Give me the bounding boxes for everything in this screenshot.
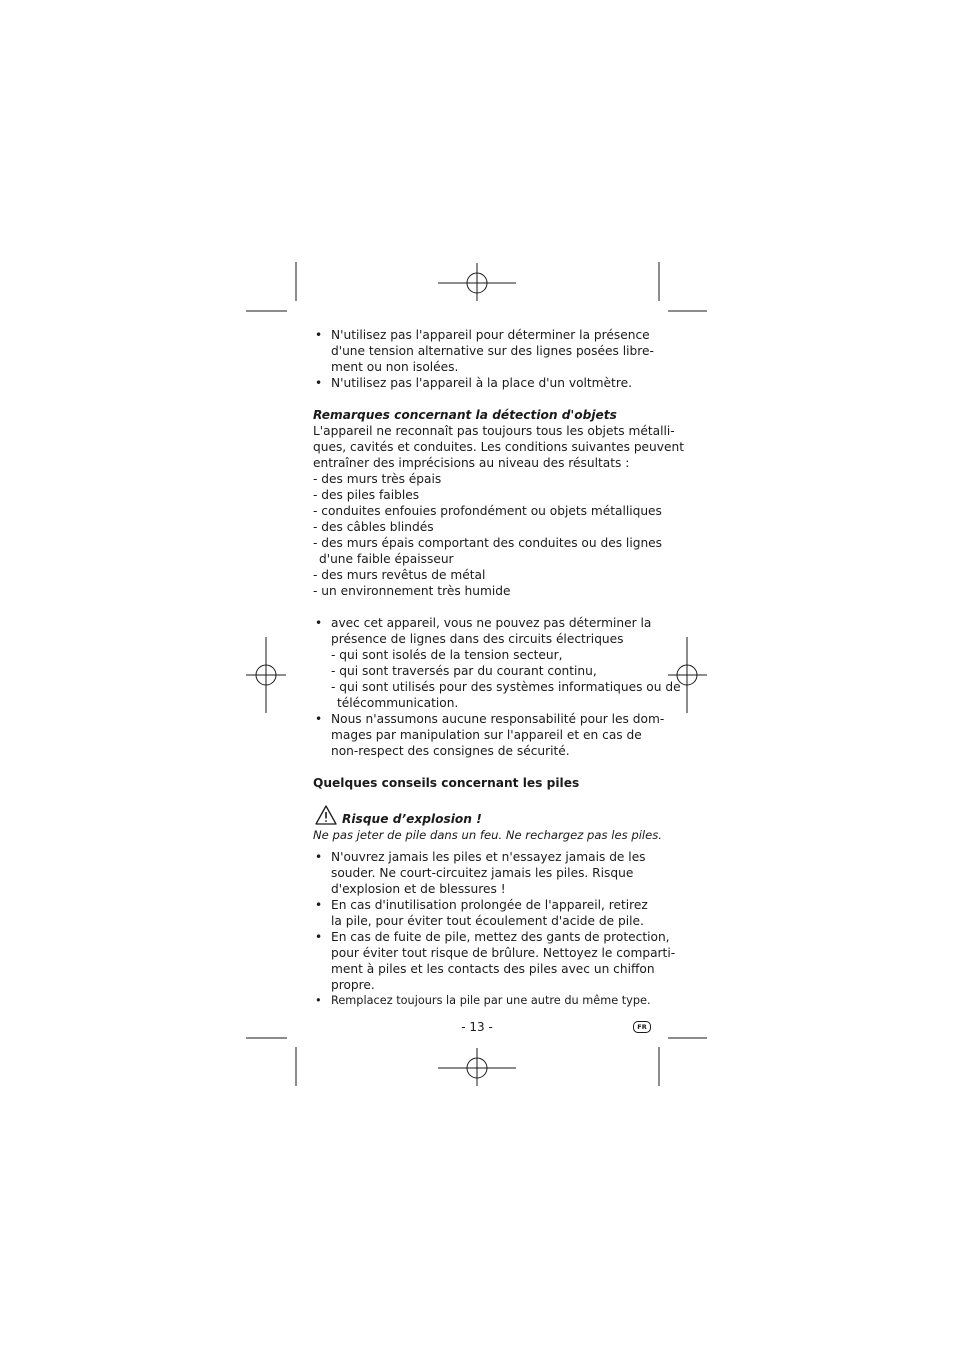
- sub-item: - qui sont utilisés pour des systèmes informatiques ou de: [331, 680, 681, 694]
- warning-title: Risque d’explosion !: [342, 812, 482, 826]
- list-item-line: ment à piles et les contacts des piles avec un chiffon: [331, 962, 655, 976]
- bullet-icon: •: [315, 850, 323, 864]
- list-item: • Remplacez toujours la pile par une autre du même type.: [315, 994, 651, 1007]
- list-item-line: ment ou non isolées.: [331, 360, 459, 374]
- list-item-line: la pile, pour éviter tout écoulement d'acide de pile.: [331, 914, 644, 928]
- paragraph-line: L'appareil ne reconnaît pas toujours tous les objets métalli-: [313, 424, 675, 438]
- list-item-line: d'une faible épaisseur: [319, 552, 454, 566]
- list-item: • avec cet appareil, vous ne pouvez pas déterminer la: [315, 616, 652, 630]
- warning-text: Ne pas jeter de pile dans un feu. Ne rechargez pas les piles.: [313, 828, 662, 842]
- registration-mark-bottom: [438, 1048, 516, 1086]
- section-heading: Quelques conseils concernant les piles: [313, 776, 580, 790]
- list-item: - des murs revêtus de métal: [313, 568, 486, 582]
- bullet-icon: •: [315, 994, 322, 1007]
- registration-mark-left: [246, 637, 286, 713]
- bullet-list-mid: [313, 615, 681, 759]
- section-heading: Remarques concernant la détection d'objets: [313, 408, 617, 422]
- page-content: [313, 327, 684, 1009]
- bullet-icon: •: [315, 376, 323, 390]
- registration-mark-top: [438, 263, 516, 301]
- page-number: - 13 -: [461, 1020, 493, 1034]
- list-item-line: non-respect des consignes de sécurité.: [331, 744, 570, 758]
- remarks-section: [313, 407, 684, 599]
- list-item: • N'utilisez pas l'appareil pour déterminer la présence: [315, 328, 650, 342]
- list-item-line: pour éviter tout risque de brûlure. Nettoyez le comparti-: [331, 946, 676, 960]
- list-item: - des câbles blindés: [313, 520, 434, 534]
- list-item-line: d'explosion et de blessures !: [331, 882, 506, 896]
- sub-item: - qui sont traversés par du courant continu,: [331, 664, 597, 678]
- list-item-line: présence de lignes dans des circuits électriques: [331, 632, 624, 646]
- list-item-line: mages par manipulation sur l'appareil et en cas de: [331, 728, 642, 742]
- list-item: - conduites enfouies profondément ou objets métalliques: [313, 504, 662, 518]
- list-item: - des murs très épais: [313, 472, 442, 486]
- warning-title-row: [313, 805, 645, 827]
- list-item: - des murs épais comportant des conduites ou des lignes: [313, 536, 663, 550]
- list-item: - des piles faibles: [313, 488, 420, 502]
- sub-item-line: télécommunication.: [337, 696, 459, 710]
- batteries-section: [313, 775, 676, 1009]
- bullet-icon: •: [315, 930, 323, 944]
- bullet-icon: •: [315, 712, 323, 726]
- sub-item: - qui sont isolés de la tension secteur,: [331, 648, 563, 662]
- list-item: • Nous n'assumons aucune responsabilité pour les dom-: [315, 712, 665, 726]
- paragraph-line: entraîner des imprécisions au niveau des résultats :: [313, 456, 630, 470]
- bullet-icon: •: [315, 898, 323, 912]
- bullet-list-top: [313, 327, 654, 391]
- list-item: • En cas de fuite de pile, mettez des gants de protection,: [315, 930, 670, 944]
- language-badge: FR: [633, 1021, 651, 1033]
- list-item: • N'ouvrez jamais les piles et n'essayez jamais de les: [315, 850, 646, 864]
- paragraph-line: ques, cavités et conduites. Les conditions suivantes peuvent: [313, 440, 684, 454]
- bullet-icon: •: [315, 616, 323, 630]
- bullet-icon: •: [315, 328, 323, 342]
- list-item: • N'utilisez pas l'appareil à la place d'un voltmètre.: [315, 376, 632, 390]
- list-item-line: souder. Ne court-circuitez jamais les piles. Risque: [331, 866, 634, 880]
- list-item-line: d'une tension alternative sur des lignes posées libre-: [331, 344, 654, 358]
- list-item: - un environnement très humide: [313, 584, 511, 598]
- list-item-line: propre.: [331, 978, 375, 992]
- registration-mark-right: [668, 637, 707, 713]
- list-item: • En cas d'inutilisation prolongée de l'appareil, retirez: [315, 898, 648, 912]
